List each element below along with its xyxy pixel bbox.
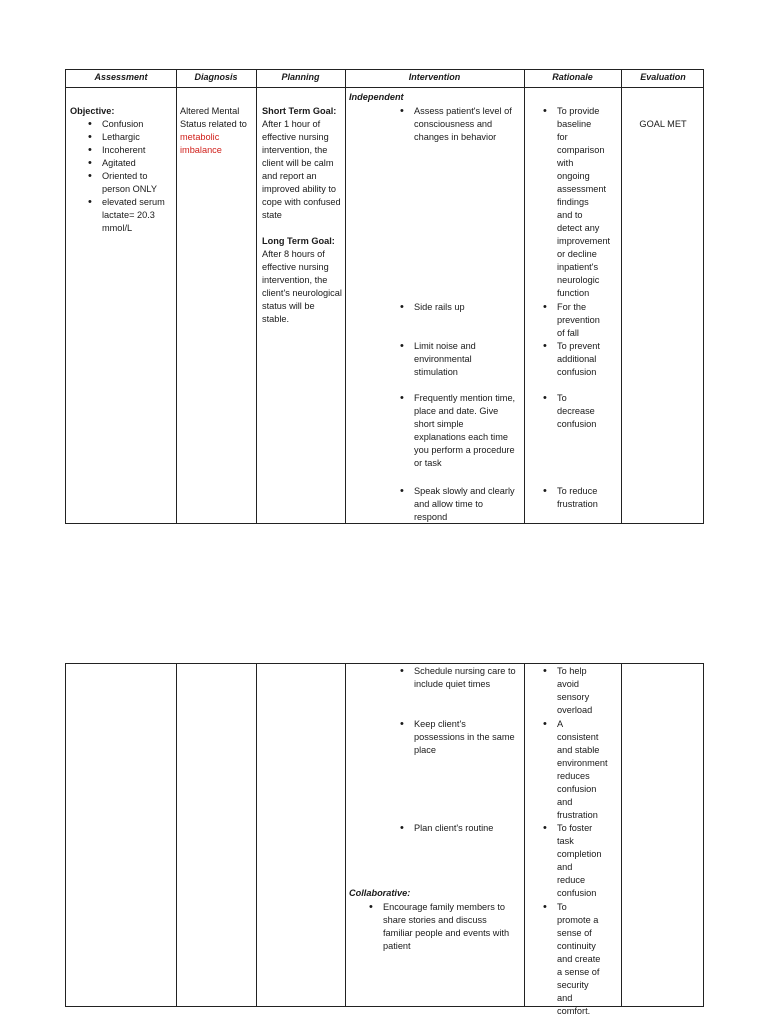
collaborative-label: Collaborative:: [349, 888, 411, 898]
intervention-list: [398, 665, 516, 691]
care-plan-table-page2: [65, 663, 704, 1016]
rationale-list: [541, 665, 601, 717]
rationale-list: [541, 105, 611, 300]
rationale-list: [541, 301, 601, 340]
care-plan-table-page1: [65, 69, 704, 524]
intervention-item: • Plan client's routine: [398, 822, 516, 835]
intervention-list: [398, 718, 516, 757]
assessment-item: • Oriented to person ONLY: [86, 170, 174, 196]
intervention-item: • Schedule nursing care to include quiet times: [398, 665, 516, 691]
diagnosis-cell: [180, 105, 254, 157]
column-divider: [176, 70, 177, 523]
assessment-cell: [70, 105, 174, 235]
planning-cell: [262, 105, 342, 326]
assessment-item: • Agitated: [86, 157, 174, 170]
intervention-rationale-area: [345, 664, 621, 1016]
rationale-item: • To reduce frustration: [541, 485, 601, 511]
assessment-label: Objective:: [70, 106, 115, 116]
rationale-item: • To foster task completion and reduce confusion: [541, 822, 601, 900]
intervention-list: [398, 301, 516, 314]
rationale-list: [541, 718, 608, 822]
intervention-list: [398, 392, 516, 470]
intervention-item: • Frequently mention time, place and date. Give short simple explanations each time you perform a procedure or task: [398, 392, 516, 470]
header-divider: [66, 87, 703, 88]
header-evaluation: Evaluation: [640, 72, 686, 82]
assessment-item: • Lethargic: [86, 131, 174, 144]
header-rationale: Rationale: [552, 72, 593, 82]
rationale-list: [541, 340, 601, 379]
assessment-item: • Incoherent: [86, 144, 174, 157]
rationale-list: [541, 901, 601, 1018]
intervention-list: [398, 340, 516, 379]
assessment-item: • Confusion: [86, 118, 174, 131]
column-divider: [256, 664, 257, 1006]
rationale-list: [541, 485, 601, 511]
intervention-item: • Limit noise and environmental stimulation: [398, 340, 516, 379]
long-term-goal-text: After 8 hours of effective nursing intervention, the client's neurological status will be stable.: [262, 249, 342, 324]
collaborative-list: [367, 901, 517, 953]
long-term-goal-label: Long Term Goal:: [262, 236, 335, 246]
intervention-rationale-area: [345, 105, 621, 523]
column-divider: [176, 664, 177, 1006]
intervention-item: • Assess patient's level of consciousness and changes in behavior: [398, 105, 516, 144]
collaborative-item: • Encourage family members to share stories and discuss familiar people and events with patient: [367, 901, 517, 953]
rationale-item: • A consistent and stable environment reduces confusion and frustration: [541, 718, 601, 822]
header-planning: Planning: [281, 72, 320, 82]
intervention-list: [398, 105, 516, 144]
intervention-item: • Side rails up: [398, 301, 516, 314]
column-divider: [256, 70, 257, 523]
column-divider: [621, 70, 622, 523]
header-intervention: Intervention: [408, 72, 461, 82]
short-term-goal-text: After 1 hour of effective nursing intervention, the client will be calm and report an improved ability to cope with confused state: [262, 119, 341, 220]
column-divider: [621, 664, 622, 1006]
assessment-list: [86, 118, 174, 235]
rationale-item: • To decrease confusion: [541, 392, 601, 431]
intervention-item: • Speak slowly and clearly and allow time to respond: [398, 485, 516, 524]
header-assessment: Assessment: [94, 72, 148, 82]
header-diagnosis: Diagnosis: [194, 72, 238, 82]
short-term-goal-label: Short Term Goal:: [262, 106, 337, 116]
assessment-item: • elevated serum lactate= 20.3 mmol/L: [86, 196, 174, 235]
intervention-list: [398, 822, 516, 835]
rationale-list: [541, 392, 601, 431]
rationale-item: • For the prevention of fall: [541, 301, 601, 340]
intervention-list: [398, 485, 516, 524]
intervention-item: • Keep client's possessions in the same place: [398, 718, 516, 757]
independent-label: Independent: [349, 92, 404, 102]
rationale-item: • To prevent additional confusion: [541, 340, 601, 379]
diagnosis-text: Altered Mental Status related to: [180, 106, 247, 129]
rationale-item: • To promote a sense of continuity and create a sense of security and comfort.: [541, 901, 601, 1018]
diagnosis-highlight: metabolic imbalance: [180, 132, 222, 155]
rationale-list: [541, 822, 601, 900]
rationale-item: • To help avoid sensory overload: [541, 665, 601, 717]
rationale-item: • To provide baseline for comparison with ongoing assessment findings and to detect any improvement or decline inpatient's neurologic function: [541, 105, 601, 300]
evaluation-text: GOAL MET: [639, 119, 687, 129]
